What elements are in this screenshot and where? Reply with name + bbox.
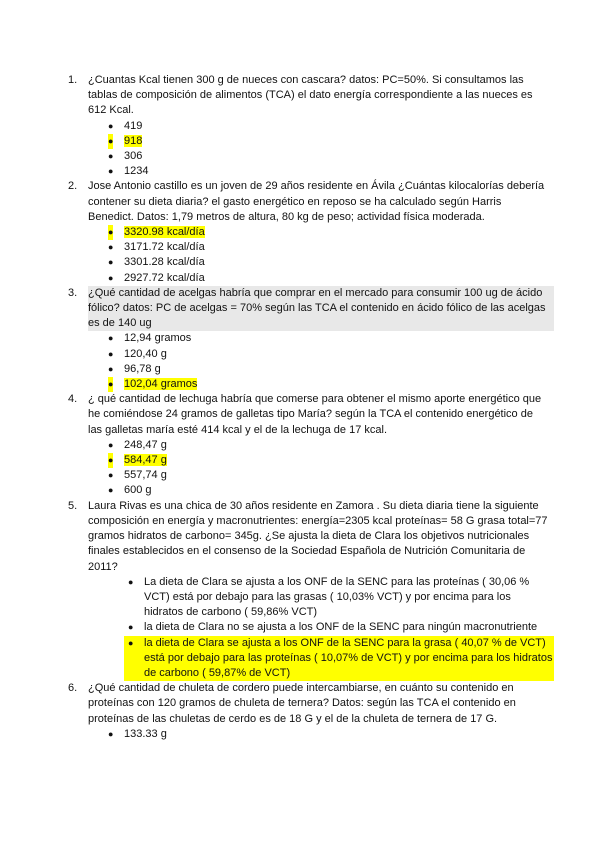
bullet-icon: ●: [128, 622, 134, 633]
bullet-icon: ●: [108, 242, 114, 253]
option: ● 120,40 g: [124, 347, 550, 362]
option: ● 557,74 g: [124, 468, 550, 483]
bullet-icon: ●: [108, 728, 114, 739]
bullet-icon: ●: [108, 134, 113, 149]
option-highlighted: ● 584,47 g: [124, 453, 550, 468]
bullet-icon: ●: [108, 151, 114, 162]
option-list: [88, 331, 550, 392]
option-highlighted: ● 102,04 gramos: [124, 377, 550, 392]
bullet-icon: ●: [108, 485, 114, 496]
question-number: 1.: [68, 74, 78, 86]
question-1: [68, 73, 550, 179]
bullet-icon: ●: [108, 272, 114, 283]
option: ● 419: [124, 119, 550, 134]
bullet-icon: ●: [128, 576, 134, 587]
option-list: [88, 119, 550, 180]
bullet-icon: ●: [108, 348, 114, 359]
question-number: 3.: [68, 286, 78, 299]
option: ● 12,94 gramos: [124, 331, 550, 346]
bullet-icon: ●: [128, 637, 134, 648]
bullet-icon: ●: [108, 363, 114, 374]
bullet-icon: ●: [108, 166, 114, 177]
option: ● 3171.72 kcal/día: [124, 240, 550, 255]
option: ● 1234: [124, 164, 550, 179]
option-highlighted: ● 918: [124, 134, 550, 149]
question-number: 5.: [68, 499, 78, 512]
question-number: 2.: [68, 180, 78, 193]
option-list: [88, 438, 550, 499]
question-5: [68, 499, 553, 681]
option-list: [88, 727, 550, 742]
question-list: [68, 73, 553, 742]
bullet-icon: ●: [108, 120, 114, 131]
option: ● 96,78 g: [124, 362, 550, 377]
option-list: [88, 575, 553, 681]
option: ● la dieta de Clara no se ajusta a los ONF de la SENC para ningún macronutriente: [144, 620, 550, 635]
option-list: [88, 225, 550, 286]
question-6: [68, 681, 550, 742]
option-highlighted: ● 3320.98 kcal/día: [124, 225, 550, 240]
option: ● 306: [124, 149, 550, 164]
bullet-icon: ●: [108, 453, 113, 468]
bullet-icon: ●: [108, 470, 114, 481]
question-number: 6.: [68, 682, 78, 695]
bullet-icon: ●: [108, 257, 114, 268]
option: ● 3301.28 kcal/día: [124, 255, 550, 270]
bullet-icon: ●: [108, 333, 114, 344]
question-text: Jose Antonio castillo es un joven de 29 años residente en Ávila ¿Cuántas kilocalorías debería contener su dieta diaria? el gasto energético en reposo se ha calculado según Harris Benedict. Datos: 1,79 metros de altura, 80 kg de peso; actividad física moderada.: [88, 180, 545, 223]
option: ● 600 g: [124, 483, 550, 498]
option: ● 248,47 g: [124, 438, 550, 453]
question-number: 4.: [68, 393, 78, 406]
question-3: [68, 286, 550, 392]
option: ● 2927.72 kcal/día: [124, 271, 550, 286]
option: ● 133.33 g: [124, 727, 550, 742]
question-text: Laura Rivas es una chica de 30 años residente en Zamora . Su dieta diaria tiene la siguiente composición en energía y macronutrientes: energía=2305 kcal proteínas= 58 G grasa total=77 gramos hidratos de carbono= 345g. ¿Se ajusta la dieta de Clara los objetivos nutricionales finales establecidos en el consenso de la Sociedad Española de Nutrición Comunitaria de 2011?: [88, 499, 548, 573]
question-text: ¿ qué cantidad de lechuga habría que comerse para obtener el mismo aporte energético que he comiéndose 24 gramos de galletas tipo María? según la TCA el contenido energético de las galletas maría esté 414 kcal y el de la lechuga de 17 kcal.: [88, 393, 542, 436]
question-2: [68, 179, 550, 285]
option: ● La dieta de Clara se ajusta a los ONF de la SENC para las proteínas ( 30,06 % VCT) está por debajo para las grasas ( 10,03% VCT) y por encima para los hidratos de carbono ( 59,86% VCT): [128, 575, 530, 619]
option-highlighted: ● la dieta de Clara se ajusta a los ONF de la SENC para la grasa ( 40,07 % de VCT) está por debajo para las proteínas ( 10,07% de VCT) y por encima para los hidratos de carbono ( 59,87% de VCT): [144, 636, 550, 682]
question-text: ¿Qué cantidad de acelgas habría que comprar en el mercado para consumir 100 ug de ácido fólico? datos: PC de acelgas = 70% según las TCA el contenido en ácido fólico de las acelgas es de 140 ug: [88, 286, 554, 332]
bullet-icon: ●: [108, 439, 114, 450]
question-text: ¿Qué cantidad de chuleta de cordero puede intercambiarse, en cuánto su contenido en proteínas con 120 gramos de chuleta de ternera? Datos: según las TCA el contenido en proteínas de las chuletas de cerdo es de 18 G y el de la chuleta de ternera de 17 G.: [88, 682, 516, 725]
question-text: ¿Cuantas Kcal tienen 300 g de nueces con cascara? datos: PC=50%. Si consultamos las tablas de composición de alimentos (TCA) el dato energía correspondiente a las nueces es 612 Kcal.: [88, 74, 533, 117]
question-4: [68, 392, 550, 498]
bullet-icon: ●: [108, 377, 113, 392]
bullet-icon: ●: [108, 225, 113, 240]
